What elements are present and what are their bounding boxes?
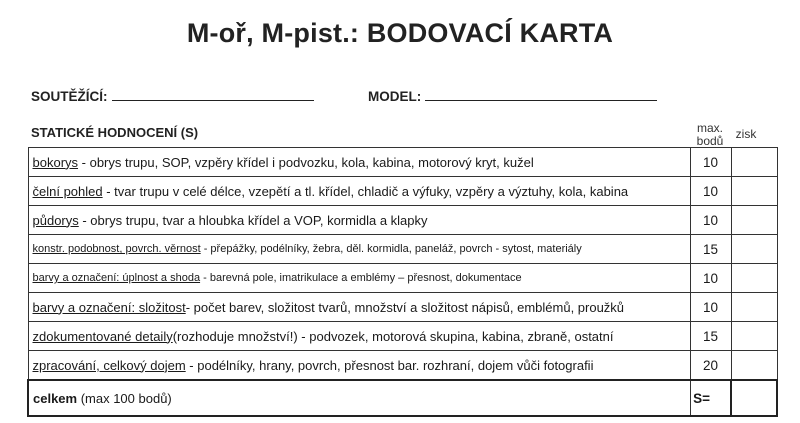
criterion-term: zdokumentované detaily bbox=[32, 328, 173, 344]
table-row bbox=[28, 351, 777, 381]
gain-cell[interactable] bbox=[731, 293, 777, 322]
criterion-term: čelní pohled bbox=[32, 183, 103, 199]
max-points-cell: 10 bbox=[690, 177, 731, 206]
table-row bbox=[28, 148, 777, 177]
criterion-detail: - počet barev, složitost tvarů, množství a složitost nápisů, emblémů, proužků bbox=[185, 299, 625, 315]
criterion-cell bbox=[28, 264, 690, 293]
model-label: MODEL: bbox=[368, 89, 422, 104]
criterion-term: půdorys bbox=[32, 212, 79, 228]
total-note: (max 100 bodů) bbox=[77, 390, 172, 406]
criterion-term: barvy a označení: složitost bbox=[32, 299, 186, 315]
sum-label: S= bbox=[690, 380, 731, 416]
criterion-detail: - podélníky, hrany, povrch, přesnost bar. rozhraní, dojem vůči fotografii bbox=[185, 357, 594, 373]
max-points-cell: 15 bbox=[690, 235, 731, 264]
score-table bbox=[27, 147, 778, 417]
criterion-cell bbox=[28, 177, 690, 206]
criterion-cell bbox=[28, 235, 690, 264]
section-title: STATICKÉ HODNOCENÍ (S) bbox=[31, 125, 199, 140]
max-points-cell: 10 bbox=[690, 206, 731, 235]
max-header-line2: bodů bbox=[696, 134, 724, 148]
criterion-detail: - obrys trupu, tvar a hloubka křídel a VOP, kormidla a klapky bbox=[78, 212, 428, 228]
criterion-cell bbox=[28, 206, 690, 235]
criterion-detail: - tvar trupu v celé délce, vzepětí a tl. křídel, chladič a výfuky, vzpěry a výztuhy, kola, kabina bbox=[102, 183, 629, 199]
gain-cell[interactable] bbox=[731, 351, 777, 381]
criterion-term: konstr. podobnost, povrch. věrnost bbox=[32, 243, 201, 255]
criterion-term: bokorys bbox=[32, 154, 79, 170]
max-points-cell: 15 bbox=[690, 322, 731, 351]
total-gain-cell[interactable] bbox=[731, 380, 777, 416]
total-label-cell bbox=[28, 380, 690, 416]
criterion-detail: - obrys trupu, SOP, vzpěry křídel i podvozku, kola, kabina, motorový kryt, kužel bbox=[78, 154, 534, 170]
max-points-header bbox=[689, 122, 731, 148]
model-blank-line[interactable] bbox=[425, 86, 657, 101]
table-row bbox=[28, 264, 777, 293]
total-label: celkem bbox=[33, 390, 78, 406]
max-points-cell: 10 bbox=[690, 264, 731, 293]
gain-cell[interactable] bbox=[731, 206, 777, 235]
max-points-cell: 10 bbox=[690, 293, 731, 322]
max-header-line1: max. bbox=[696, 121, 723, 135]
criterion-detail: - barevná pole, imatrikulace a emblémy – přesnost, dokumentace bbox=[200, 272, 522, 284]
gain-header: zisk bbox=[735, 127, 757, 141]
gain-cell[interactable] bbox=[731, 264, 777, 293]
criterion-cell bbox=[28, 322, 690, 351]
table-row bbox=[28, 293, 777, 322]
gain-cell[interactable] bbox=[731, 177, 777, 206]
model-field bbox=[368, 86, 657, 104]
contestant-blank-line[interactable] bbox=[112, 86, 314, 101]
gain-cell[interactable] bbox=[731, 235, 777, 264]
table-row bbox=[28, 206, 777, 235]
criterion-detail: - přepážky, podélníky, žebra, děl. kormidla, paneláž, povrch - sytost, materiály bbox=[200, 243, 582, 255]
contestant-field bbox=[31, 86, 314, 104]
gain-cell[interactable] bbox=[731, 322, 777, 351]
gain-cell[interactable] bbox=[731, 148, 777, 177]
criterion-cell bbox=[28, 351, 690, 381]
total-row bbox=[28, 380, 777, 416]
criterion-cell bbox=[28, 148, 690, 177]
criterion-cell bbox=[28, 293, 690, 322]
table-row bbox=[28, 235, 777, 264]
criterion-detail: (rozhoduje množství!) - podvozek, motorová skupina, kabina, zbraně, ostatní bbox=[172, 328, 614, 344]
table-row bbox=[28, 177, 777, 206]
criterion-term: zpracování, celkový dojem bbox=[32, 357, 186, 373]
contestant-label: SOUTĚŽÍCÍ: bbox=[31, 89, 108, 104]
max-points-cell: 10 bbox=[690, 148, 731, 177]
max-points-cell: 20 bbox=[690, 351, 731, 381]
page-title: M-oř, M-pist.: BODOVACÍ KARTA bbox=[186, 18, 614, 48]
table-row bbox=[28, 322, 777, 351]
criterion-term: barvy a označení: úplnost a shoda bbox=[32, 272, 201, 284]
